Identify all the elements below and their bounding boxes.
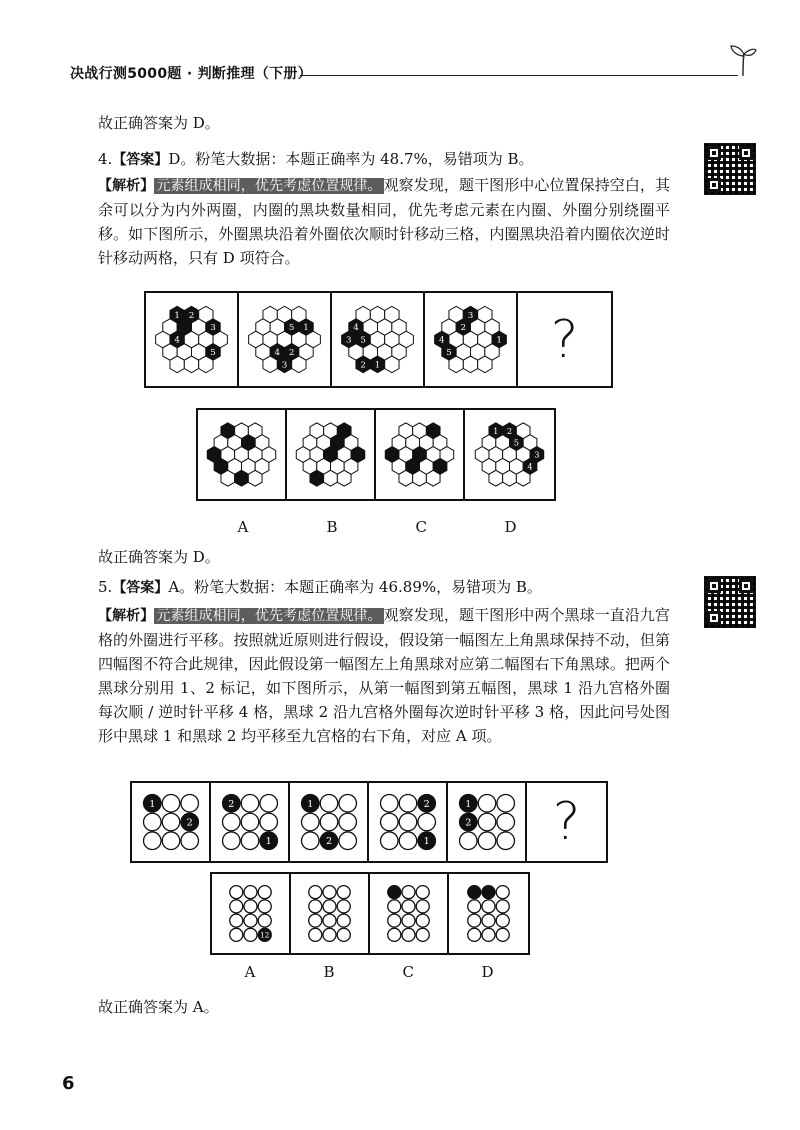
q4-answer-line — [70, 147, 670, 172]
q4-option-label-C: C — [415, 518, 427, 536]
q4-stem-row-question-cell — [518, 293, 611, 386]
q5-stem-row-cell-2 — [211, 783, 290, 861]
q4-option-row-cell-4 — [465, 410, 554, 499]
white-hex-cell — [248, 470, 262, 486]
white-hex-cell — [413, 470, 427, 486]
white-ball — [162, 832, 180, 850]
hex-cell-number: 3 — [534, 449, 540, 460]
ball-number: 1 — [464, 798, 471, 810]
white-hex-cell — [337, 470, 351, 486]
white-ball — [320, 813, 338, 831]
hex-cell-number: 4 — [174, 335, 180, 346]
q4-number: 4. — [98, 150, 113, 168]
q4-analysis-text: 观察发现，题干图形中心位置保持空白，其余可以分为内外两圈，内圈的黑块数量相同，优先考虑元素在内圈、外圈分别绕圈平移。如下图所示，外圈黑块沿着外圈依次顺时针移动三格，内圈黑块沿着内圈依次逆时针移动两格，只有 D 项符合。 — [98, 176, 671, 267]
white-ball — [143, 813, 161, 831]
white-ball — [309, 928, 322, 941]
q5-analysis — [70, 603, 670, 748]
white-ball — [388, 928, 401, 941]
q4-analysis — [70, 173, 670, 270]
white-ball — [337, 914, 350, 927]
header-rule — [300, 75, 738, 76]
white-ball — [230, 900, 243, 913]
q4-qr-code[interactable] — [704, 143, 756, 195]
white-ball — [338, 813, 356, 831]
hex-cell-number: 3 — [467, 310, 474, 321]
sprout-ornament-icon — [728, 42, 758, 78]
white-ball — [417, 813, 435, 831]
ball-number: 2 — [464, 817, 471, 829]
white-ball — [380, 795, 398, 813]
question-mark: ? — [550, 309, 579, 370]
white-ball — [388, 900, 401, 913]
q5-answer-line — [70, 575, 670, 600]
q4-option-label-B: B — [326, 518, 338, 536]
white-ball — [496, 914, 509, 927]
white-ball — [388, 914, 401, 927]
q5-stem-row-pattern-3 — [293, 786, 365, 858]
white-ball — [323, 914, 336, 927]
white-ball — [402, 886, 415, 899]
q4-option-row-cell-3 — [376, 410, 465, 499]
white-ball — [338, 832, 356, 850]
q5-option-row-pattern-2 — [293, 877, 366, 950]
q4-option-label-A: A — [237, 518, 249, 536]
hex-cell-number: 5 — [513, 437, 519, 448]
ball-number: 1 — [306, 798, 313, 810]
white-ball — [180, 832, 198, 850]
q4-option-row-cell-2 — [287, 410, 376, 499]
q5-stem-row-cell-5 — [448, 783, 527, 861]
q5-stem-row-cell-4 — [369, 783, 448, 861]
q5-highlight: 元素组成相同，优先考虑位置规律。 — [156, 608, 382, 624]
hex-cell-number: 2 — [188, 310, 195, 321]
q4-option-row-pattern-2 — [289, 413, 372, 496]
q4-stem-row-cell-4 — [425, 293, 518, 386]
q5-option-row-pattern-1 — [214, 877, 287, 950]
hex-cell-number: 4 — [527, 461, 533, 472]
q4-stem-row-pattern-4 — [427, 296, 514, 383]
hex-cell-number: 5 — [288, 323, 295, 334]
q4-option-row-cell-1 — [198, 410, 287, 499]
white-ball — [468, 900, 481, 913]
q4-option-row-pattern-1 — [200, 413, 283, 496]
q4-analysis-label: 【解析】 — [98, 178, 155, 194]
white-hex-cell — [478, 356, 492, 373]
white-ball — [496, 900, 509, 913]
ball-number: 2 — [186, 817, 193, 829]
white-ball — [399, 813, 417, 831]
white-hex-cell — [199, 356, 213, 373]
white-ball — [320, 795, 338, 813]
white-ball — [468, 928, 481, 941]
white-ball — [258, 900, 271, 913]
white-ball — [416, 900, 429, 913]
q4-answer-text: D。粉笔大数据：本题正确率为 48.7%，易错项为 B。 — [168, 150, 534, 168]
white-ball — [323, 900, 336, 913]
white-ball — [259, 813, 277, 831]
white-ball — [241, 795, 259, 813]
white-hex-cell — [170, 356, 184, 373]
white-hex-cell — [399, 470, 413, 486]
white-ball — [337, 886, 350, 899]
ball-number: 2 — [227, 798, 234, 810]
white-ball — [380, 832, 398, 850]
white-ball — [244, 900, 257, 913]
white-hex-cell — [292, 356, 306, 373]
white-ball — [459, 832, 477, 850]
white-ball — [323, 928, 336, 941]
running-header-title: 决战行测5000题 · 判断推理（下册） — [70, 66, 313, 82]
white-ball — [402, 900, 415, 913]
hex-cell-number: 1 — [496, 335, 502, 346]
q5-answer-label: 【答案】 — [112, 580, 169, 596]
hex-cell-number: 3 — [281, 360, 288, 371]
black-ball — [468, 886, 481, 899]
ball-number: 1 — [148, 798, 155, 810]
white-ball — [258, 914, 271, 927]
hex-cell-number: 5 — [360, 335, 366, 346]
q5-option-row-cell-4 — [449, 874, 528, 953]
q4-stem-row-pattern-2 — [241, 296, 328, 383]
white-hex-cell — [385, 356, 399, 373]
q4-stem-row-cell-1 — [146, 293, 239, 386]
q5-option-label-D: D — [481, 963, 494, 981]
white-ball — [259, 795, 277, 813]
white-ball — [416, 914, 429, 927]
white-ball — [309, 914, 322, 927]
page-number: 6 — [62, 1073, 75, 1094]
hex-cell-number: 1 — [374, 360, 381, 371]
q5-option-row — [210, 872, 530, 955]
q5-stem-row — [130, 781, 608, 863]
q5-stem-row-pattern-2 — [214, 786, 286, 858]
hex-cell-number: 2 — [288, 348, 295, 359]
white-ball — [399, 832, 417, 850]
white-ball — [309, 886, 322, 899]
hex-cell-number: 4 — [439, 335, 445, 346]
white-ball — [399, 795, 417, 813]
white-ball — [222, 832, 240, 850]
q4-option-row-pattern-3 — [378, 413, 461, 496]
white-ball — [241, 813, 259, 831]
white-ball — [496, 928, 509, 941]
q5-analysis-label: 【解析】 — [98, 608, 155, 624]
white-ball — [162, 795, 180, 813]
white-ball — [143, 832, 161, 850]
q5-option-row-pattern-3 — [372, 877, 445, 950]
q4-option-row — [196, 408, 556, 501]
hex-cell-number: 3 — [346, 335, 352, 346]
q5-option-label-C: C — [402, 963, 414, 981]
q5-option-label-B: B — [323, 963, 335, 981]
hex-cell-number: 2 — [460, 323, 467, 334]
white-hex-cell — [503, 470, 517, 486]
ball-number: 12 — [260, 930, 270, 940]
white-hex-cell — [263, 356, 277, 373]
q5-stem-row-pattern-5 — [451, 786, 523, 858]
white-hex-cell — [221, 470, 235, 486]
white-ball — [258, 886, 271, 899]
ball-number: 1 — [265, 836, 272, 848]
q5-option-row-cell-1 — [212, 874, 291, 953]
white-ball — [468, 914, 481, 927]
q4-stem-row-cell-3 — [332, 293, 425, 386]
white-ball — [241, 832, 259, 850]
white-ball — [482, 914, 495, 927]
white-ball — [338, 795, 356, 813]
q4-conclusion: 故正确答案为 D。 — [98, 548, 220, 566]
q4-stem-row-pattern-3 — [334, 296, 421, 383]
q4-answer-label: 【答案】 — [112, 152, 169, 168]
white-ball — [496, 886, 509, 899]
white-ball — [402, 928, 415, 941]
white-hex-cell — [324, 470, 338, 486]
hex-cell-number: 1 — [493, 425, 499, 436]
q4-stem-row-pattern-1 — [148, 296, 235, 383]
white-hex-cell — [449, 356, 463, 373]
q4-option-label-D: D — [504, 518, 517, 536]
previous-conclusion: 故正确答案为 D。 — [98, 114, 220, 132]
white-ball — [496, 832, 514, 850]
white-ball — [244, 928, 257, 941]
hex-cell-number: 2 — [360, 360, 366, 371]
white-ball — [416, 928, 429, 941]
ball-number: 1 — [423, 836, 430, 848]
q5-stem-row-cell-1 — [132, 783, 211, 861]
white-hex-cell — [426, 470, 440, 486]
hex-cell-number: 2 — [506, 425, 513, 436]
white-ball — [416, 886, 429, 899]
white-ball — [244, 914, 257, 927]
white-ball — [162, 813, 180, 831]
white-ball — [482, 900, 495, 913]
hex-cell-number: 4 — [274, 348, 281, 359]
white-ball — [230, 928, 243, 941]
hex-cell-number: 1 — [303, 323, 309, 334]
white-ball — [496, 813, 514, 831]
white-ball — [337, 928, 350, 941]
question-mark: ? — [552, 792, 581, 852]
q5-stem-row-question-cell — [527, 783, 606, 861]
white-ball — [496, 795, 514, 813]
q5-conclusion: 故正确答案为 A。 — [98, 998, 219, 1016]
black-hex-cell — [310, 470, 324, 486]
hex-cell-number: 5 — [446, 348, 452, 359]
q5-number: 5. — [98, 578, 113, 596]
q5-stem-row-cell-3 — [290, 783, 369, 861]
hex-cell-number: 3 — [210, 323, 216, 334]
q4-stem-row — [144, 291, 613, 388]
q5-stem-row-pattern-4 — [372, 786, 444, 858]
black-ball — [482, 886, 495, 899]
hex-cell-number: 4 — [353, 323, 359, 334]
white-hex-cell — [463, 356, 477, 373]
white-ball — [482, 928, 495, 941]
white-ball — [222, 813, 240, 831]
white-hex-cell — [184, 356, 198, 373]
black-hex-cell — [235, 470, 249, 486]
white-hex-cell — [516, 470, 530, 486]
black-ball — [388, 886, 401, 899]
q5-option-row-cell-3 — [370, 874, 449, 953]
white-ball — [230, 914, 243, 927]
white-ball — [402, 914, 415, 927]
q5-stem-row-pattern-1 — [135, 786, 207, 858]
white-ball — [301, 832, 319, 850]
hex-cell-number: 1 — [174, 310, 180, 321]
white-ball — [478, 813, 496, 831]
white-ball — [323, 886, 336, 899]
q5-analysis-text: 观察发现，题干图形中两个黑球一直沿九宫格的外圈进行平移。按照就近原则进行假设，假设第一幅图左上角黑球保持不动，但第四幅图不符合此规律，因此假设第一幅图左上角黑球对应第二幅图右下角黑球。把两个黑球分别用 1、2 标记，如下图所示，从第一幅图到第五幅图，黑球 1 沿九宫格外圈每次顺 / 逆时针平移 4 格，黑球 2 沿九宫格外圈每次逆时针平移 3 格，因此问号处图形中黑球 1 和黑球 2 均平移至九宫格的右下角，对应 A 项。 — [98, 606, 671, 745]
white-ball — [309, 900, 322, 913]
hex-cell-number: 5 — [210, 348, 216, 359]
white-ball — [478, 795, 496, 813]
white-ball — [478, 832, 496, 850]
white-ball — [301, 813, 319, 831]
q5-option-row-cell-2 — [291, 874, 370, 953]
white-ball — [180, 795, 198, 813]
white-ball — [244, 886, 257, 899]
ball-number: 2 — [423, 798, 430, 810]
q4-highlight: 元素组成相同，优先考虑位置规律。 — [156, 178, 382, 194]
q5-answer-text: A。粉笔大数据：本题正确率为 46.89%，易错项为 B。 — [168, 578, 542, 596]
q4-option-row-pattern-4 — [468, 413, 551, 496]
q5-option-row-pattern-4 — [452, 877, 525, 950]
white-ball — [230, 886, 243, 899]
q4-stem-row-cell-2 — [239, 293, 332, 386]
q5-option-label-A: A — [244, 963, 256, 981]
q5-qr-code[interactable] — [704, 576, 756, 628]
ball-number: 2 — [325, 836, 332, 848]
white-ball — [380, 813, 398, 831]
white-hex-cell — [489, 470, 503, 486]
white-ball — [337, 900, 350, 913]
